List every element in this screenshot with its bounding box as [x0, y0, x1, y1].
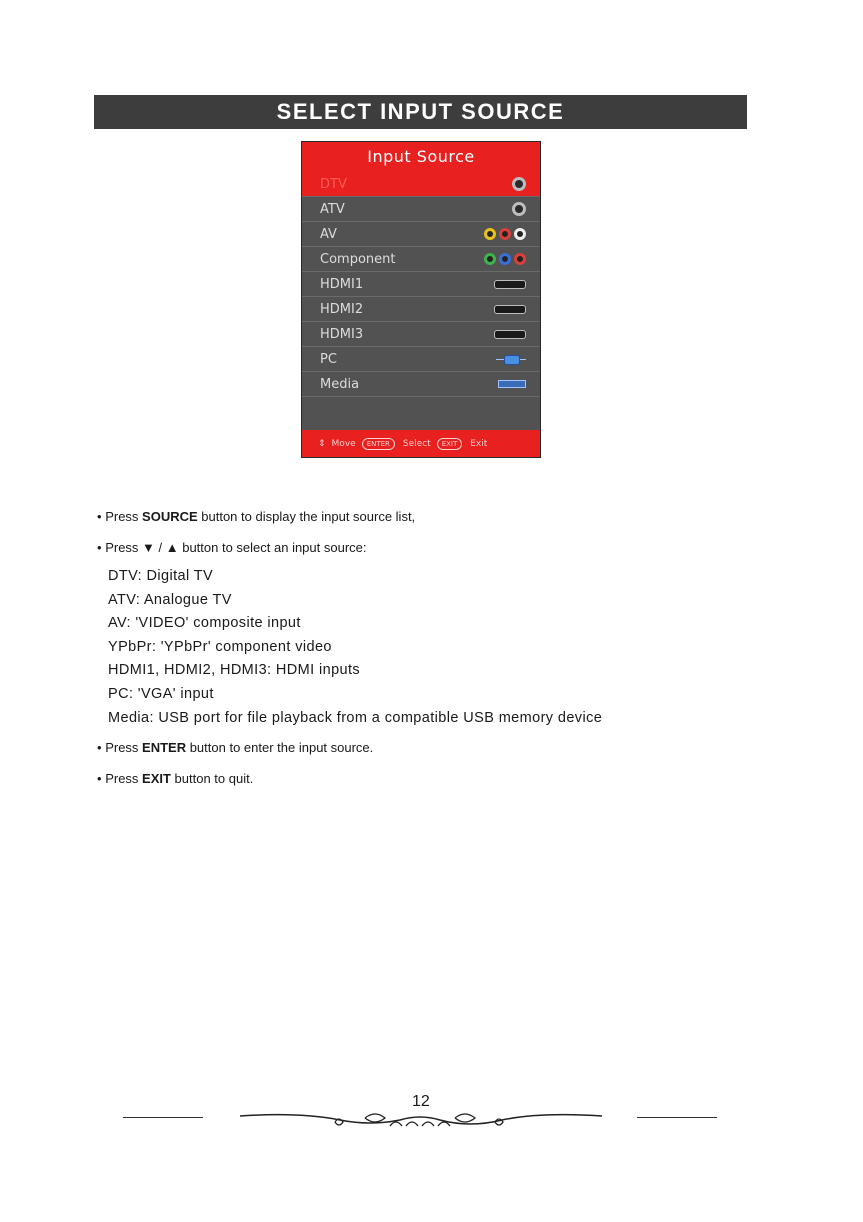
- definition-hdmi: HDMI1, HDMI2, HDMI3: HDMI inputs: [108, 662, 361, 679]
- menu-footer: [302, 430, 540, 457]
- menu-item-label: PC: [320, 351, 337, 367]
- coax-jack-icon: [512, 202, 526, 216]
- menu-item-label: DTV: [320, 176, 347, 192]
- usb-port-icon: [498, 380, 526, 388]
- exit-key-icon: EXIT: [437, 438, 463, 450]
- instruction-source: [97, 509, 415, 524]
- coax-jack-icon: [512, 177, 526, 191]
- menu-item-av[interactable]: [302, 222, 540, 247]
- menu-item-label: AV: [320, 226, 337, 242]
- menu-item-hdmi1[interactable]: [302, 272, 540, 297]
- menu-item-atv[interactable]: [302, 197, 540, 222]
- menu-item-component[interactable]: [302, 247, 540, 272]
- instruction-text: Press ▼ / ▲ button to select an input source:: [105, 540, 367, 555]
- menu-item-pc[interactable]: [302, 347, 540, 372]
- menu-item-label: HDMI2: [320, 301, 364, 317]
- menu-item-hdmi2[interactable]: [302, 297, 540, 322]
- footer-ornament-icon: [240, 1106, 602, 1136]
- section-title: SELECT INPUT SOURCE: [276, 99, 565, 124]
- bullet: •: [97, 540, 102, 555]
- bullet: •: [97, 740, 102, 755]
- exit-key-label: EXIT: [142, 771, 171, 786]
- instruction-exit: [97, 771, 253, 786]
- composite-jacks-icon: [484, 228, 526, 240]
- updown-arrow-icon: ⇕: [318, 438, 326, 449]
- bullet: •: [97, 771, 102, 786]
- vga-port-icon: [496, 355, 526, 364]
- enter-key-icon: ENTER: [362, 438, 395, 450]
- instruction-text: button to enter the input source.: [186, 740, 374, 755]
- enter-key-label: ENTER: [142, 740, 187, 755]
- instruction-enter: [97, 740, 373, 755]
- instruction-text: button to quit.: [170, 771, 254, 786]
- menu-item-label: ATV: [320, 201, 345, 217]
- menu-item-dtv[interactable]: [302, 172, 540, 197]
- menu-item-label: Media: [320, 376, 360, 392]
- instruction-text: button to display the input source list,: [197, 509, 416, 524]
- footer-move-label: Move: [331, 438, 356, 449]
- menu-item-label: Component: [320, 251, 396, 267]
- bullet: •: [97, 509, 102, 524]
- instruction-text: Press: [105, 771, 143, 786]
- footer-exit-label: Exit: [470, 438, 488, 449]
- footer-rule-left: [123, 1117, 203, 1118]
- source-definitions: [108, 565, 602, 730]
- instruction-text: Press: [105, 509, 143, 524]
- footer-select-label: Select: [402, 438, 431, 449]
- menu-item-label: HDMI3: [320, 326, 364, 342]
- menu-item-media[interactable]: [302, 372, 540, 397]
- definition-ypbpr: YPbPr: 'YPbPr' component video: [108, 638, 332, 655]
- hdmi-port-icon: [494, 330, 526, 339]
- page-number: 12: [412, 1093, 430, 1110]
- instruction-navigate: [97, 540, 367, 555]
- section-header: [94, 95, 747, 129]
- input-source-menu: [301, 141, 541, 458]
- menu-title: Input Source: [302, 142, 540, 172]
- hdmi-port-icon: [494, 305, 526, 314]
- definition-atv: ATV: Analogue TV: [108, 591, 232, 608]
- menu-item-label: HDMI1: [320, 276, 364, 292]
- input-source-list: [302, 172, 540, 397]
- component-jacks-icon: [484, 253, 526, 265]
- definition-media: Media: USB port for file playback from a compatible USB memory device: [108, 709, 603, 726]
- hdmi-port-icon: [494, 280, 526, 289]
- definition-dtv: DTV: Digital TV: [108, 568, 214, 584]
- instruction-text: Press: [105, 740, 143, 755]
- definition-pc: PC: 'VGA' input: [108, 685, 214, 702]
- menu-item-hdmi3[interactable]: [302, 322, 540, 347]
- source-key-label: SOURCE: [142, 509, 198, 524]
- definition-av: AV: 'VIDEO' composite input: [108, 615, 301, 632]
- footer-rule-right: [637, 1117, 717, 1118]
